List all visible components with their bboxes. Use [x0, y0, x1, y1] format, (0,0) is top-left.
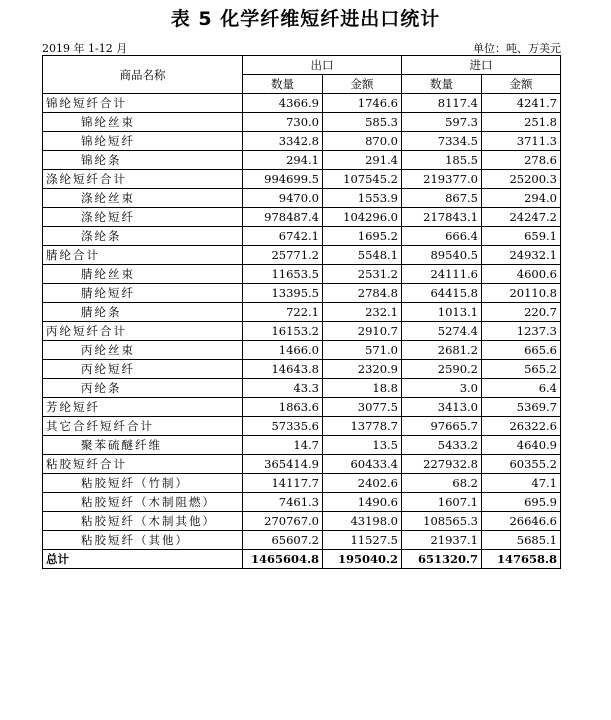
import-amount: 24247.2	[482, 208, 561, 227]
export-amount: 43198.0	[323, 512, 402, 531]
export-amount: 13778.7	[323, 417, 402, 436]
import-amount: 5369.7	[482, 398, 561, 417]
row-name: 涤纶丝束	[43, 189, 243, 208]
import-quantity: 219377.0	[402, 170, 482, 189]
export-quantity: 6742.1	[243, 227, 323, 246]
import-amount: 4640.9	[482, 436, 561, 455]
export-quantity: 722.1	[243, 303, 323, 322]
table-row	[43, 493, 561, 512]
export-amount: 2320.9	[323, 360, 402, 379]
import-quantity: 185.5	[402, 151, 482, 170]
table-row	[43, 246, 561, 265]
import-amount: 4600.6	[482, 265, 561, 284]
import-quantity: 21937.1	[402, 531, 482, 550]
table-row	[43, 322, 561, 341]
table-row	[43, 189, 561, 208]
export-amount: 13.5	[323, 436, 402, 455]
export-amount: 2402.6	[323, 474, 402, 493]
row-name: 其它合纤短纤合计	[43, 417, 243, 436]
table-row	[43, 512, 561, 531]
export-quantity: 1466.0	[243, 341, 323, 360]
table-row	[43, 113, 561, 132]
table-row	[43, 436, 561, 455]
export-quantity: 7461.3	[243, 493, 323, 512]
import-amount: 695.9	[482, 493, 561, 512]
import-amount: 47.1	[482, 474, 561, 493]
table-row	[43, 132, 561, 151]
export-amount: 291.4	[323, 151, 402, 170]
export-amount: 571.0	[323, 341, 402, 360]
row-name: 腈纶丝束	[43, 265, 243, 284]
export-amount: 585.3	[323, 113, 402, 132]
import-quantity: 2590.2	[402, 360, 482, 379]
import-quantity: 108565.3	[402, 512, 482, 531]
header-export-amount: 金额	[323, 75, 402, 94]
table-row	[43, 474, 561, 493]
table-row	[43, 379, 561, 398]
row-name: 腈纶合计	[43, 246, 243, 265]
export-amount: 1490.6	[323, 493, 402, 512]
table-row	[43, 208, 561, 227]
period-label: 2019 年 1-12 月	[42, 42, 128, 55]
row-name: 腈纶短纤	[43, 284, 243, 303]
export-quantity: 4366.9	[243, 94, 323, 113]
import-quantity: 68.2	[402, 474, 482, 493]
export-amount: 5548.1	[323, 246, 402, 265]
import-amount: 294.0	[482, 189, 561, 208]
import-quantity: 5274.4	[402, 322, 482, 341]
import-quantity: 217843.1	[402, 208, 482, 227]
import-amount: 60355.2	[482, 455, 561, 474]
import-amount: 1237.3	[482, 322, 561, 341]
export-quantity: 270767.0	[243, 512, 323, 531]
header-import-amount: 金额	[482, 75, 561, 94]
export-amount: 3077.5	[323, 398, 402, 417]
table-row	[43, 284, 561, 303]
row-name: 丙纶短纤	[43, 360, 243, 379]
import-quantity: 64415.8	[402, 284, 482, 303]
export-quantity: 730.0	[243, 113, 323, 132]
import-quantity: 24111.6	[402, 265, 482, 284]
row-name: 粘胶短纤（竹制）	[43, 474, 243, 493]
export-quantity: 1863.6	[243, 398, 323, 417]
import-amount: 4241.7	[482, 94, 561, 113]
table-row	[43, 531, 561, 550]
total-import-amount: 147658.8	[482, 550, 561, 569]
row-name: 锦纶丝束	[43, 113, 243, 132]
table-row	[43, 94, 561, 113]
total-export-amount: 195040.2	[323, 550, 402, 569]
import-quantity: 1607.1	[402, 493, 482, 512]
import-quantity: 8117.4	[402, 94, 482, 113]
header-import: 进口	[402, 56, 561, 75]
import-quantity: 666.4	[402, 227, 482, 246]
export-quantity: 14643.8	[243, 360, 323, 379]
table-row	[43, 398, 561, 417]
export-amount: 1695.2	[323, 227, 402, 246]
row-name: 锦纶短纤	[43, 132, 243, 151]
export-quantity: 11653.5	[243, 265, 323, 284]
import-quantity: 867.5	[402, 189, 482, 208]
import-quantity: 227932.8	[402, 455, 482, 474]
import-amount: 278.6	[482, 151, 561, 170]
row-name: 锦纶条	[43, 151, 243, 170]
export-amount: 107545.2	[323, 170, 402, 189]
import-quantity: 7334.5	[402, 132, 482, 151]
export-amount: 2910.7	[323, 322, 402, 341]
table-body	[43, 94, 561, 569]
row-name: 腈纶条	[43, 303, 243, 322]
import-amount: 659.1	[482, 227, 561, 246]
row-name: 聚苯硫醚纤维	[43, 436, 243, 455]
import-quantity: 3413.0	[402, 398, 482, 417]
export-amount: 2531.2	[323, 265, 402, 284]
export-quantity: 25771.2	[243, 246, 323, 265]
import-amount: 251.8	[482, 113, 561, 132]
export-quantity: 9470.0	[243, 189, 323, 208]
export-amount: 18.8	[323, 379, 402, 398]
table-row	[43, 360, 561, 379]
trade-table	[42, 55, 561, 569]
export-amount: 870.0	[323, 132, 402, 151]
export-quantity: 65607.2	[243, 531, 323, 550]
table-row	[43, 265, 561, 284]
import-amount: 3711.3	[482, 132, 561, 151]
export-quantity: 16153.2	[243, 322, 323, 341]
import-quantity: 1013.1	[402, 303, 482, 322]
total-label: 总计	[43, 550, 243, 569]
table-row	[43, 227, 561, 246]
import-quantity: 5433.2	[402, 436, 482, 455]
row-name: 粘胶短纤合计	[43, 455, 243, 474]
table-row	[43, 417, 561, 436]
row-name: 粘胶短纤（木制其他）	[43, 512, 243, 531]
row-name: 丙纶丝束	[43, 341, 243, 360]
import-amount: 24932.1	[482, 246, 561, 265]
table-row	[43, 303, 561, 322]
header-export-quantity: 数量	[243, 75, 323, 94]
header-export: 出口	[243, 56, 402, 75]
export-quantity: 294.1	[243, 151, 323, 170]
table-row	[43, 455, 561, 474]
header-import-quantity: 数量	[402, 75, 482, 94]
export-amount: 11527.5	[323, 531, 402, 550]
header-name: 商品名称	[43, 56, 243, 94]
export-quantity: 14.7	[243, 436, 323, 455]
total-import-quantity: 651320.7	[402, 550, 482, 569]
export-quantity: 13395.5	[243, 284, 323, 303]
row-name: 锦纶短纤合计	[43, 94, 243, 113]
import-quantity: 3.0	[402, 379, 482, 398]
table-row	[43, 170, 561, 189]
table-title: 表 5 化学纤维短纤进出口统计	[170, 8, 441, 30]
import-quantity: 89540.5	[402, 246, 482, 265]
import-amount: 565.2	[482, 360, 561, 379]
export-amount: 1746.6	[323, 94, 402, 113]
row-name: 丙纶条	[43, 379, 243, 398]
table-row	[43, 151, 561, 170]
total-export-quantity: 1465604.8	[243, 550, 323, 569]
export-amount: 2784.8	[323, 284, 402, 303]
import-amount: 220.7	[482, 303, 561, 322]
export-quantity: 365414.9	[243, 455, 323, 474]
import-quantity: 2681.2	[402, 341, 482, 360]
export-quantity: 43.3	[243, 379, 323, 398]
row-name: 粘胶短纤（木制阻燃）	[43, 493, 243, 512]
import-amount: 665.6	[482, 341, 561, 360]
export-amount: 104296.0	[323, 208, 402, 227]
import-quantity: 97665.7	[402, 417, 482, 436]
import-amount: 6.4	[482, 379, 561, 398]
export-quantity: 3342.8	[243, 132, 323, 151]
export-amount: 60433.4	[323, 455, 402, 474]
row-name: 粘胶短纤（其他）	[43, 531, 243, 550]
unit-label: 单位：吨、万美元	[473, 42, 561, 55]
row-name: 涤纶短纤	[43, 208, 243, 227]
total-row	[43, 550, 561, 569]
row-name: 涤纶短纤合计	[43, 170, 243, 189]
export-amount: 1553.9	[323, 189, 402, 208]
row-name: 丙纶短纤合计	[43, 322, 243, 341]
export-quantity: 978487.4	[243, 208, 323, 227]
import-amount: 26322.6	[482, 417, 561, 436]
import-amount: 20110.8	[482, 284, 561, 303]
export-quantity: 14117.7	[243, 474, 323, 493]
import-amount: 25200.3	[482, 170, 561, 189]
export-quantity: 994699.5	[243, 170, 323, 189]
table-row	[43, 341, 561, 360]
import-quantity: 597.3	[402, 113, 482, 132]
import-amount: 5685.1	[482, 531, 561, 550]
export-amount: 232.1	[323, 303, 402, 322]
row-name: 芳纶短纤	[43, 398, 243, 417]
import-amount: 26646.6	[482, 512, 561, 531]
export-quantity: 57335.6	[243, 417, 323, 436]
row-name: 涤纶条	[43, 227, 243, 246]
